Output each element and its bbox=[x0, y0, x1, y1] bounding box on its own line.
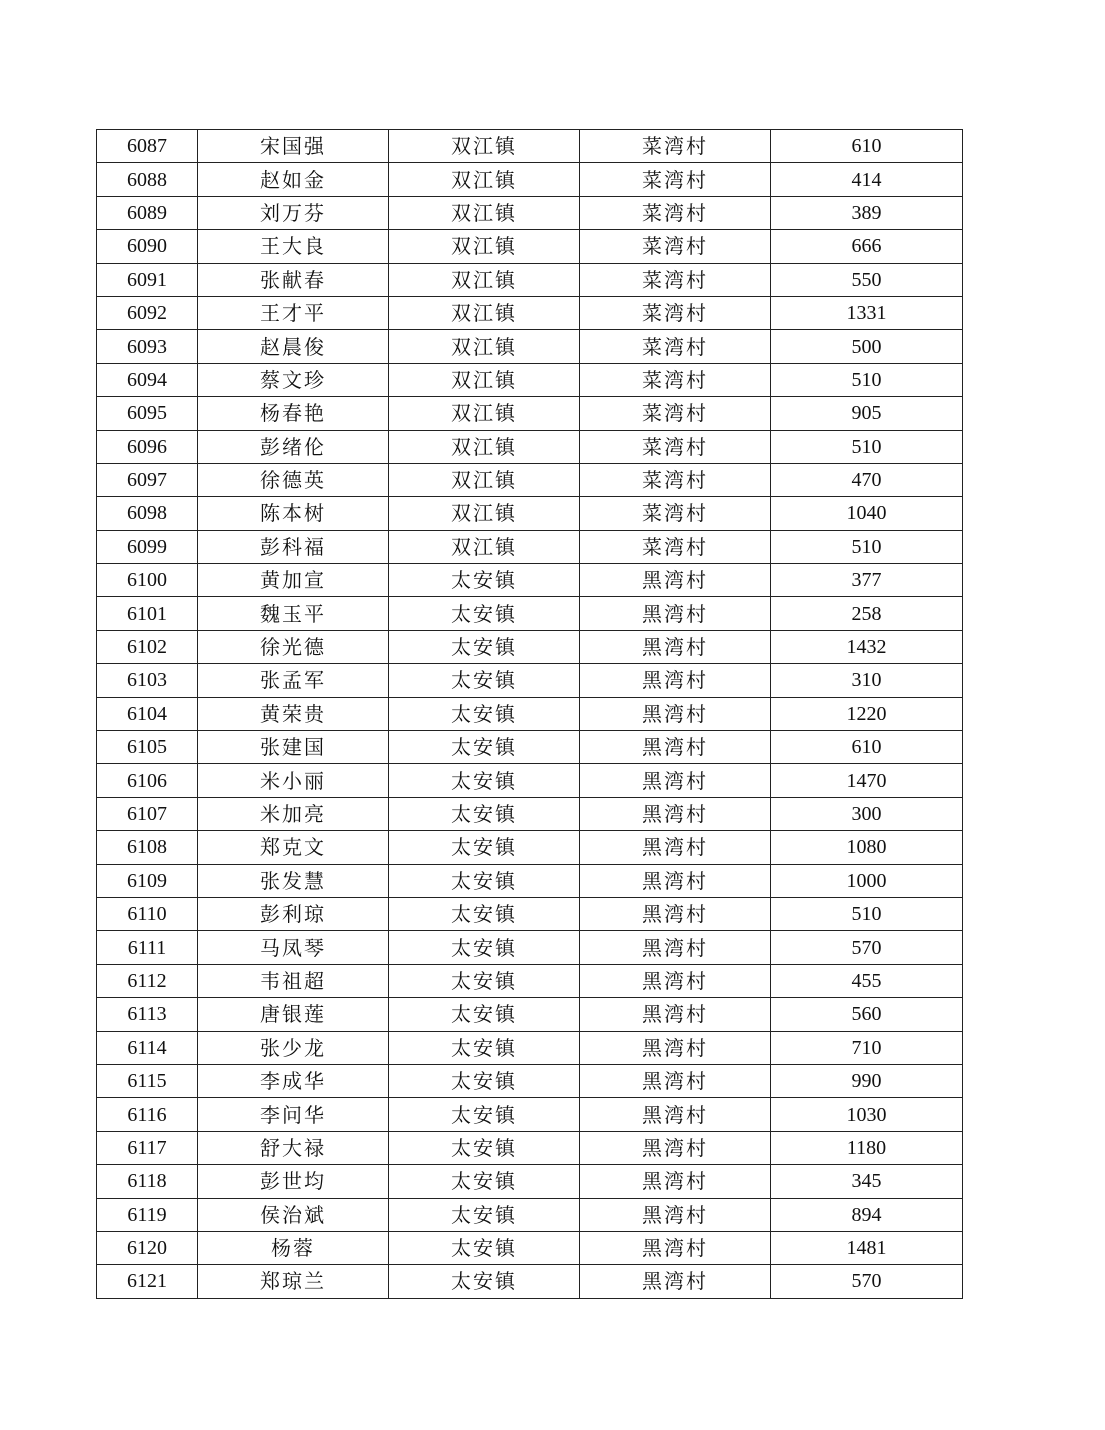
town-cell: 太安镇 bbox=[389, 998, 580, 1031]
amount-cell: 300 bbox=[771, 797, 963, 830]
amount-cell: 1180 bbox=[771, 1131, 963, 1164]
amount-cell: 377 bbox=[771, 564, 963, 597]
name-cell: 陈本树 bbox=[198, 497, 389, 530]
table-row bbox=[97, 731, 963, 764]
table-row bbox=[97, 397, 963, 430]
table-row bbox=[97, 864, 963, 897]
amount-cell: 1080 bbox=[771, 831, 963, 864]
table-row bbox=[97, 463, 963, 496]
row-number-cell: 6108 bbox=[97, 831, 198, 864]
name-cell: 彭利琼 bbox=[198, 897, 389, 930]
row-number-cell: 6106 bbox=[97, 764, 198, 797]
village-cell: 黑湾村 bbox=[580, 764, 771, 797]
name-cell: 韦祖超 bbox=[198, 964, 389, 997]
table-row bbox=[97, 931, 963, 964]
village-cell: 菜湾村 bbox=[580, 196, 771, 229]
name-cell: 王大良 bbox=[198, 230, 389, 263]
row-number-cell: 6117 bbox=[97, 1131, 198, 1164]
village-cell: 菜湾村 bbox=[580, 263, 771, 296]
village-cell: 黑湾村 bbox=[580, 864, 771, 897]
town-cell: 太安镇 bbox=[389, 1131, 580, 1164]
amount-cell: 1470 bbox=[771, 764, 963, 797]
village-cell: 黑湾村 bbox=[580, 597, 771, 630]
town-cell: 太安镇 bbox=[389, 797, 580, 830]
amount-cell: 1220 bbox=[771, 697, 963, 730]
town-cell: 太安镇 bbox=[389, 1098, 580, 1131]
town-cell: 双江镇 bbox=[389, 497, 580, 530]
village-cell: 黑湾村 bbox=[580, 831, 771, 864]
row-number-cell: 6095 bbox=[97, 397, 198, 430]
row-number-cell: 6103 bbox=[97, 664, 198, 697]
row-number-cell: 6121 bbox=[97, 1265, 198, 1298]
village-cell: 黑湾村 bbox=[580, 998, 771, 1031]
town-cell: 太安镇 bbox=[389, 864, 580, 897]
table-row bbox=[97, 630, 963, 663]
village-cell: 菜湾村 bbox=[580, 363, 771, 396]
name-cell: 李问华 bbox=[198, 1098, 389, 1131]
name-cell: 舒大禄 bbox=[198, 1131, 389, 1164]
name-cell: 杨春艳 bbox=[198, 397, 389, 430]
village-cell: 黑湾村 bbox=[580, 1198, 771, 1231]
name-cell: 蔡文珍 bbox=[198, 363, 389, 396]
town-cell: 双江镇 bbox=[389, 296, 580, 329]
row-number-cell: 6097 bbox=[97, 463, 198, 496]
table-row bbox=[97, 296, 963, 329]
row-number-cell: 6089 bbox=[97, 196, 198, 229]
row-number-cell: 6113 bbox=[97, 998, 198, 1031]
name-cell: 张孟军 bbox=[198, 664, 389, 697]
name-cell: 彭科福 bbox=[198, 530, 389, 563]
village-cell: 菜湾村 bbox=[580, 497, 771, 530]
name-cell: 马凤琴 bbox=[198, 931, 389, 964]
amount-cell: 710 bbox=[771, 1031, 963, 1064]
town-cell: 太安镇 bbox=[389, 697, 580, 730]
amount-cell: 610 bbox=[771, 130, 963, 163]
table-row bbox=[97, 230, 963, 263]
village-cell: 黑湾村 bbox=[580, 964, 771, 997]
name-cell: 米小丽 bbox=[198, 764, 389, 797]
table-row bbox=[97, 764, 963, 797]
town-cell: 双江镇 bbox=[389, 230, 580, 263]
village-cell: 菜湾村 bbox=[580, 430, 771, 463]
amount-cell: 455 bbox=[771, 964, 963, 997]
name-cell: 赵如金 bbox=[198, 163, 389, 196]
table-row bbox=[97, 964, 963, 997]
amount-cell: 560 bbox=[771, 998, 963, 1031]
village-cell: 菜湾村 bbox=[580, 463, 771, 496]
table-row bbox=[97, 530, 963, 563]
row-number-cell: 6092 bbox=[97, 296, 198, 329]
village-cell: 菜湾村 bbox=[580, 296, 771, 329]
name-cell: 米加亮 bbox=[198, 797, 389, 830]
village-cell: 黑湾村 bbox=[580, 630, 771, 663]
table-row bbox=[97, 1098, 963, 1131]
village-cell: 黑湾村 bbox=[580, 1098, 771, 1131]
table-row bbox=[97, 1031, 963, 1064]
name-cell: 黄加宣 bbox=[198, 564, 389, 597]
table-row bbox=[97, 1231, 963, 1264]
village-cell: 黑湾村 bbox=[580, 697, 771, 730]
village-cell: 黑湾村 bbox=[580, 1031, 771, 1064]
row-number-cell: 6105 bbox=[97, 731, 198, 764]
name-cell: 赵晨俊 bbox=[198, 330, 389, 363]
amount-cell: 510 bbox=[771, 430, 963, 463]
amount-cell: 1040 bbox=[771, 497, 963, 530]
amount-cell: 510 bbox=[771, 363, 963, 396]
table-row bbox=[97, 1131, 963, 1164]
name-cell: 唐银莲 bbox=[198, 998, 389, 1031]
village-cell: 黑湾村 bbox=[580, 931, 771, 964]
amount-cell: 905 bbox=[771, 397, 963, 430]
table-row bbox=[97, 330, 963, 363]
amount-cell: 389 bbox=[771, 196, 963, 229]
town-cell: 太安镇 bbox=[389, 1265, 580, 1298]
village-cell: 黑湾村 bbox=[580, 1165, 771, 1198]
table-row bbox=[97, 130, 963, 163]
table-row bbox=[97, 497, 963, 530]
table-row bbox=[97, 998, 963, 1031]
village-cell: 菜湾村 bbox=[580, 397, 771, 430]
table-row bbox=[97, 831, 963, 864]
row-number-cell: 6096 bbox=[97, 430, 198, 463]
village-cell: 黑湾村 bbox=[580, 664, 771, 697]
table-row bbox=[97, 1265, 963, 1298]
amount-cell: 666 bbox=[771, 230, 963, 263]
village-cell: 黑湾村 bbox=[580, 731, 771, 764]
row-number-cell: 6100 bbox=[97, 564, 198, 597]
amount-cell: 1432 bbox=[771, 630, 963, 663]
name-cell: 张献春 bbox=[198, 263, 389, 296]
town-cell: 太安镇 bbox=[389, 664, 580, 697]
row-number-cell: 6093 bbox=[97, 330, 198, 363]
table-row bbox=[97, 263, 963, 296]
name-cell: 张发慧 bbox=[198, 864, 389, 897]
row-number-cell: 6120 bbox=[97, 1231, 198, 1264]
amount-cell: 1331 bbox=[771, 296, 963, 329]
town-cell: 太安镇 bbox=[389, 1064, 580, 1097]
row-number-cell: 6109 bbox=[97, 864, 198, 897]
village-cell: 菜湾村 bbox=[580, 230, 771, 263]
town-cell: 太安镇 bbox=[389, 1031, 580, 1064]
amount-cell: 258 bbox=[771, 597, 963, 630]
row-number-cell: 6087 bbox=[97, 130, 198, 163]
amount-cell: 1000 bbox=[771, 864, 963, 897]
town-cell: 太安镇 bbox=[389, 597, 580, 630]
town-cell: 太安镇 bbox=[389, 1231, 580, 1264]
village-cell: 黑湾村 bbox=[580, 1265, 771, 1298]
village-cell: 菜湾村 bbox=[580, 530, 771, 563]
town-cell: 太安镇 bbox=[389, 931, 580, 964]
name-cell: 张少龙 bbox=[198, 1031, 389, 1064]
town-cell: 太安镇 bbox=[389, 764, 580, 797]
row-number-cell: 6107 bbox=[97, 797, 198, 830]
town-cell: 太安镇 bbox=[389, 731, 580, 764]
table-row bbox=[97, 897, 963, 930]
amount-cell: 610 bbox=[771, 731, 963, 764]
row-number-cell: 6104 bbox=[97, 697, 198, 730]
table-row bbox=[97, 1198, 963, 1231]
town-cell: 太安镇 bbox=[389, 564, 580, 597]
table-row bbox=[97, 430, 963, 463]
row-number-cell: 6094 bbox=[97, 363, 198, 396]
amount-cell: 570 bbox=[771, 1265, 963, 1298]
row-number-cell: 6101 bbox=[97, 597, 198, 630]
name-cell: 刘万芬 bbox=[198, 196, 389, 229]
amount-cell: 510 bbox=[771, 530, 963, 563]
table-row bbox=[97, 664, 963, 697]
village-cell: 菜湾村 bbox=[580, 330, 771, 363]
village-cell: 黑湾村 bbox=[580, 1131, 771, 1164]
town-cell: 双江镇 bbox=[389, 430, 580, 463]
table-row bbox=[97, 564, 963, 597]
row-number-cell: 6116 bbox=[97, 1098, 198, 1131]
amount-cell: 1030 bbox=[771, 1098, 963, 1131]
name-cell: 杨蓉 bbox=[198, 1231, 389, 1264]
name-cell: 侯治斌 bbox=[198, 1198, 389, 1231]
village-cell: 菜湾村 bbox=[580, 163, 771, 196]
amount-cell: 550 bbox=[771, 263, 963, 296]
village-cell: 菜湾村 bbox=[580, 130, 771, 163]
table-row bbox=[97, 1064, 963, 1097]
amount-cell: 345 bbox=[771, 1165, 963, 1198]
amount-cell: 990 bbox=[771, 1064, 963, 1097]
row-number-cell: 6098 bbox=[97, 497, 198, 530]
town-cell: 双江镇 bbox=[389, 163, 580, 196]
amount-cell: 500 bbox=[771, 330, 963, 363]
row-number-cell: 6091 bbox=[97, 263, 198, 296]
town-cell: 太安镇 bbox=[389, 964, 580, 997]
town-cell: 双江镇 bbox=[389, 130, 580, 163]
town-cell: 太安镇 bbox=[389, 630, 580, 663]
row-number-cell: 6090 bbox=[97, 230, 198, 263]
village-cell: 黑湾村 bbox=[580, 1231, 771, 1264]
town-cell: 双江镇 bbox=[389, 330, 580, 363]
name-cell: 彭世均 bbox=[198, 1165, 389, 1198]
town-cell: 太安镇 bbox=[389, 1165, 580, 1198]
name-cell: 宋国强 bbox=[198, 130, 389, 163]
amount-cell: 1481 bbox=[771, 1231, 963, 1264]
town-cell: 双江镇 bbox=[389, 196, 580, 229]
table-row bbox=[97, 363, 963, 396]
row-number-cell: 6118 bbox=[97, 1165, 198, 1198]
village-cell: 黑湾村 bbox=[580, 1064, 771, 1097]
table-row bbox=[97, 1165, 963, 1198]
name-cell: 郑克文 bbox=[198, 831, 389, 864]
table-row bbox=[97, 163, 963, 196]
row-number-cell: 6114 bbox=[97, 1031, 198, 1064]
row-number-cell: 6115 bbox=[97, 1064, 198, 1097]
village-cell: 黑湾村 bbox=[580, 797, 771, 830]
table-row bbox=[97, 797, 963, 830]
name-cell: 黄荣贵 bbox=[198, 697, 389, 730]
town-cell: 双江镇 bbox=[389, 463, 580, 496]
name-cell: 魏玉平 bbox=[198, 597, 389, 630]
town-cell: 双江镇 bbox=[389, 263, 580, 296]
amount-cell: 414 bbox=[771, 163, 963, 196]
name-cell: 张建国 bbox=[198, 731, 389, 764]
amount-cell: 470 bbox=[771, 463, 963, 496]
village-cell: 黑湾村 bbox=[580, 564, 771, 597]
table-row bbox=[97, 196, 963, 229]
amount-cell: 310 bbox=[771, 664, 963, 697]
name-cell: 彭绪伦 bbox=[198, 430, 389, 463]
table-row bbox=[97, 597, 963, 630]
row-number-cell: 6111 bbox=[97, 931, 198, 964]
row-number-cell: 6112 bbox=[97, 964, 198, 997]
amount-cell: 570 bbox=[771, 931, 963, 964]
row-number-cell: 6110 bbox=[97, 897, 198, 930]
town-cell: 太安镇 bbox=[389, 1198, 580, 1231]
row-number-cell: 6119 bbox=[97, 1198, 198, 1231]
name-cell: 郑琼兰 bbox=[198, 1265, 389, 1298]
village-cell: 黑湾村 bbox=[580, 897, 771, 930]
amount-cell: 894 bbox=[771, 1198, 963, 1231]
name-cell: 徐德英 bbox=[198, 463, 389, 496]
town-cell: 双江镇 bbox=[389, 530, 580, 563]
town-cell: 双江镇 bbox=[389, 363, 580, 396]
table-body bbox=[97, 130, 963, 1299]
town-cell: 双江镇 bbox=[389, 397, 580, 430]
town-cell: 太安镇 bbox=[389, 831, 580, 864]
amount-cell: 510 bbox=[771, 897, 963, 930]
table-row bbox=[97, 697, 963, 730]
name-cell: 王才平 bbox=[198, 296, 389, 329]
record-table bbox=[96, 129, 963, 1299]
row-number-cell: 6102 bbox=[97, 630, 198, 663]
row-number-cell: 6099 bbox=[97, 530, 198, 563]
name-cell: 徐光德 bbox=[198, 630, 389, 663]
name-cell: 李成华 bbox=[198, 1064, 389, 1097]
town-cell: 太安镇 bbox=[389, 897, 580, 930]
row-number-cell: 6088 bbox=[97, 163, 198, 196]
